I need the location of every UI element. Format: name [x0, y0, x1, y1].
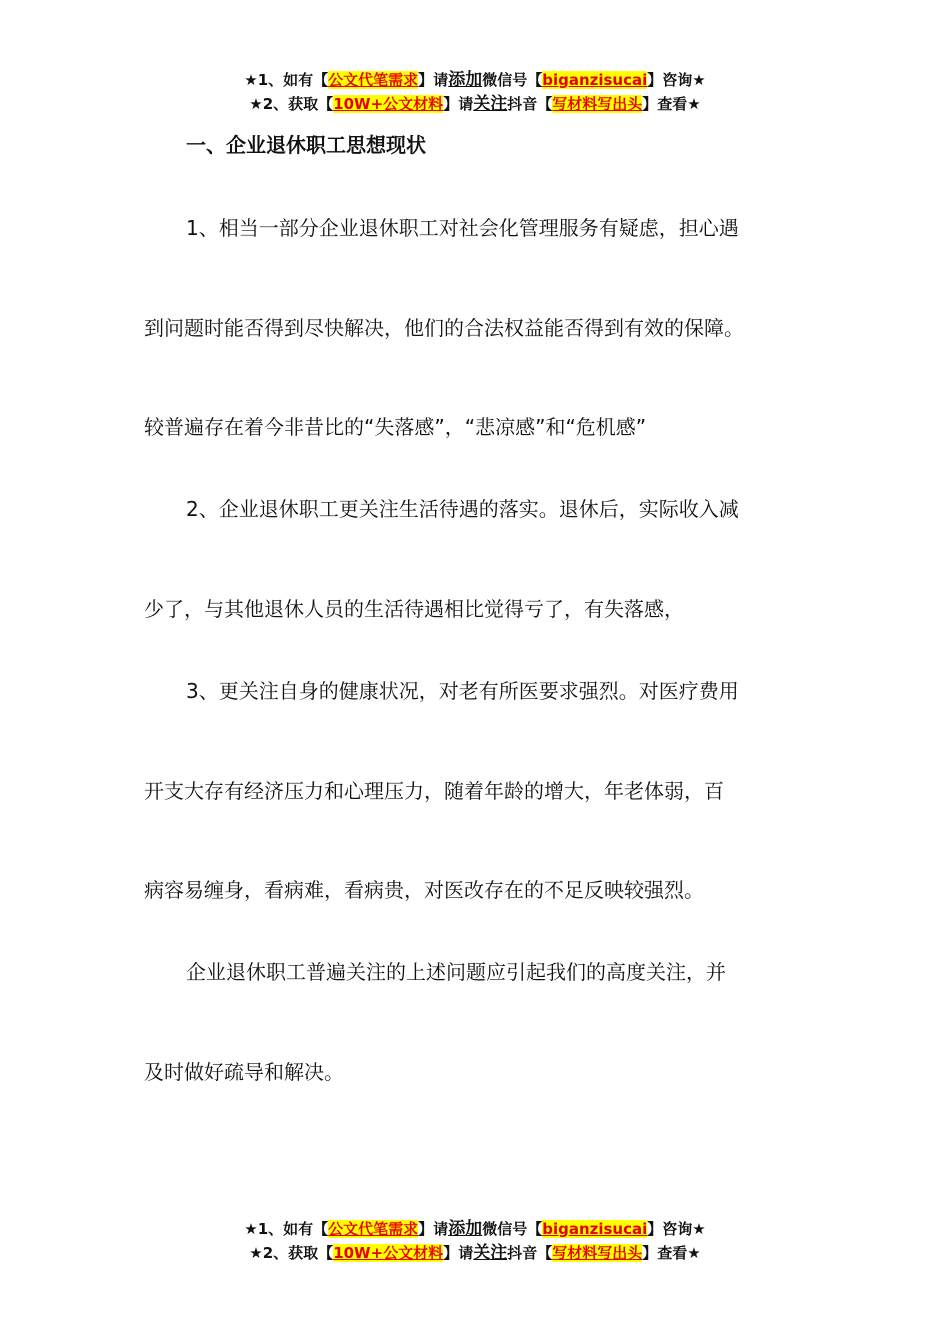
banner-text: 抖音【: [507, 1244, 553, 1262]
body-line: 1、相当一部分企业退休职工对社会化管理服务有疑虑，担心遇: [186, 216, 739, 240]
banner-line-2: [0, 1241, 950, 1265]
banner-line-1: [0, 68, 950, 92]
emphasis-follow: 关注: [473, 1243, 508, 1263]
banner-text: 】查看★: [642, 95, 701, 113]
emphasis-add: 添加: [448, 70, 483, 90]
banner-text: 】请: [418, 71, 449, 89]
banner-text: ★1、如有【: [244, 1220, 329, 1238]
banner-text: 微信号【: [482, 1220, 543, 1238]
banner-text: 】请: [443, 1244, 474, 1262]
banner-text: 微信号【: [482, 71, 543, 89]
body-line: 企业退休职工普遍关注的上述问题应引起我们的高度关注，并: [186, 960, 726, 984]
highlight-wechat-id: biganzisucai: [542, 1220, 648, 1238]
emphasis-follow: 关注: [473, 94, 508, 114]
highlight-service: 公文代笔需求: [328, 71, 419, 89]
body-line: 及时做好疏导和解决。: [144, 1060, 344, 1084]
body-line: 到问题时能否得到尽快解决，他们的合法权益能否得到有效的保障。: [144, 316, 744, 340]
banner-line-2: [0, 92, 950, 116]
banner-text: 】查看★: [642, 1244, 701, 1262]
banner-text: 】请: [443, 95, 474, 113]
highlight-materials: 10W+公文材料: [333, 95, 444, 113]
banner-text: 抖音【: [507, 95, 553, 113]
body-line: 开支大存有经济压力和心理压力，随着年龄的增大，年老体弱，百: [144, 779, 724, 803]
banner-text: 】请: [418, 1220, 449, 1238]
banner-text: ★1、如有【: [244, 71, 329, 89]
banner-line-1: [0, 1217, 950, 1241]
highlight-douyin-account: 写材料写出头: [552, 1244, 643, 1262]
banner-text: 】咨询★: [647, 71, 706, 89]
bottom-banner: [0, 1217, 950, 1265]
section-heading: 一、企业退休职工思想现状: [186, 133, 426, 157]
banner-text: ★2、获取【: [249, 95, 334, 113]
body-line: 病容易缠身，看病难，看病贵，对医改存在的不足反映较强烈。: [144, 878, 704, 902]
body-line: 少了，与其他退休人员的生活待遇相比觉得亏了，有失落感，: [144, 597, 684, 621]
body-line: 较普遍存在着今非昔比的“失落感”，“悲凉感”和“危机感”: [144, 415, 647, 439]
highlight-materials: 10W+公文材料: [333, 1244, 444, 1262]
highlight-douyin-account: 写材料写出头: [552, 95, 643, 113]
body-line: 3、更关注自身的健康状况，对老有所医要求强烈。对医疗费用: [186, 679, 739, 703]
top-banner: [0, 68, 950, 116]
banner-text: 】咨询★: [647, 1220, 706, 1238]
highlight-wechat-id: biganzisucai: [542, 71, 648, 89]
banner-text: ★2、获取【: [249, 1244, 334, 1262]
highlight-service: 公文代笔需求: [328, 1220, 419, 1238]
body-line: 2、企业退休职工更关注生活待遇的落实。退休后，实际收入减: [186, 497, 739, 521]
emphasis-add: 添加: [448, 1219, 483, 1239]
